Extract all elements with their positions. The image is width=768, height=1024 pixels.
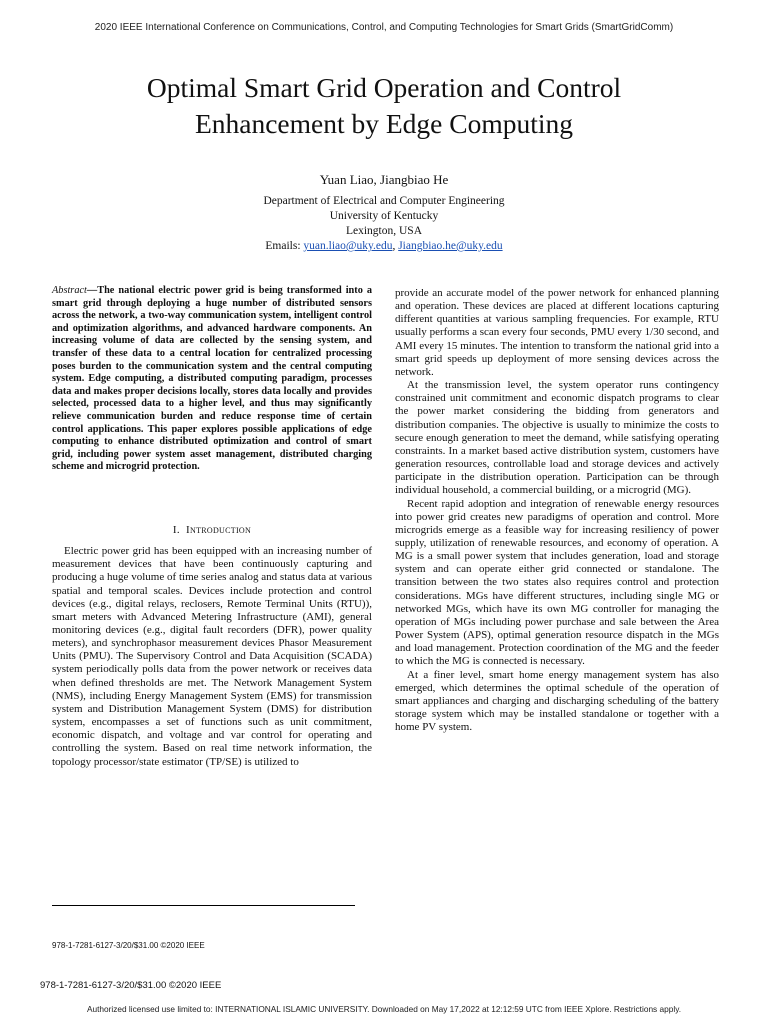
footnote-divider [52,905,355,906]
intro-paragraph-renewables: Recent rapid adoption and integration of renewable energy resources into power grid creates new paradigms of operation and control. More microgrids emerge as a feasible way for increasing resiliency of power supply, utilization of renewable resources, and economy of operation. A MG is a small power system that includes generation, load and storage system and can operate either grid connected or standalone. The transition between the two states also requires control and protection considerations. MGs have different structures, including single MG or networked MGs, which have its own MG controller for managing the operation of MGs including power purchase and sale between the Area Power System (APS), optimal generation resource dispatch in the MGs and load management. Protection coordination of the MG and the feeder to which the MG is connected is necessary. [395,497,719,668]
university: University of Kentucky [329,210,439,222]
left-column [52,285,372,769]
emails-line [0,239,768,254]
affiliation-block [0,194,768,254]
title-line-2: Enhancement by Edge Computing [194,108,574,139]
section-title: Introduction [186,523,252,536]
license-notice: Authorized licensed use limited to: INTERNATIONAL ISLAMIC UNIVERSITY. Downloaded on May 17,2022 at 12:12:59 UTC from IEEE Xplore. Restrictions apply. [86,1004,682,1014]
conference-header: 2020 IEEE International Conference on Communications, Control, and Computing Technologies for Smart Grids (SmartGridComm) [94,22,674,33]
abstract-label: Abstract [52,285,87,296]
email-link-he[interactable]: Jiangbiao.he@uky.edu [398,240,503,252]
section-heading-introduction [52,524,372,537]
intro-paragraph-smart-home: At a finer level, smart home energy management system has also emerged, which determines the optimal schedule of the operation of smart appliances and charging and discharging scheduling of the battery storage system which may be installed standalone or together with a home PV system. [395,668,719,734]
email-link-liao[interactable]: yuan.liao@uky.edu [303,240,393,252]
emails-label: Emails: [265,240,301,252]
paper-title [0,70,768,142]
abstract [52,285,372,474]
section-number: I. [172,523,180,536]
email-separator: , [392,240,396,252]
department: Department of Electrical and Computer Engineering [263,195,505,207]
abstract-text: —The national electric power grid is being transformed into a smart grid through deploying a huge number of distributed sensors across the network, a two-way communication system, intelligent control and optimization algorithms, and advanced hardware components. An increasing volume of data are collected by the sensing system, and transfer of these data to a central location for centralized processing poses burden to the communication system and the central computing system. Edge computing, a distributed computing paradigm, processes data and makes proper decisions locally, stores data locally and provides selected, processed data to a higher level, and thus may significantly relieve communication burden and reduce response time of certain control applications. This paper explores possible applications of edge computing to enhance distributed optimization and control of smart grid, including power system asset management, distributed charging scheme and microgrid protection. [52,285,372,473]
intro-paragraph-1-continued: provide an accurate model of the power network for enhanced planning and operation. These devices are placed at different locations capturing different quantities at various sampling frequencies. For example, RTU usually performs a scan every four seconds, PMU every 1/30 second, and AMI every 15 minutes. The intention to transform the national grid into a smart grid speeds up deployment of more sensing devices across the network. [395,287,719,378]
page-footer-copyright: 978-1-7281-6127-3/20/$31.00 ©2020 IEEE [40,980,222,991]
footnote-copyright: 978-1-7281-6127-3/20/$31.00 ©2020 IEEE [52,941,205,950]
right-column [395,287,719,734]
author-list: Yuan Liao, Jiangbiao He [319,172,449,187]
intro-paragraph-1: Electric power grid has been equipped with an increasing number of measurement devices that have been continuously capturing and producing a huge volume of time series analog and status data at various spatial and temporal scales. Devices include protection and control devices (e.g., digital relays, reclosers, Remote Terminal Units (RTU)), smart meters with Advanced Metering Infrastructure (AMI), general monitoring devices (e.g., digital fault recorders (DFR), power quality meters), and synchrophasor measurement devices Phasor Measurement Units (PMU). The Supervisory Control and Data Acquisition (SCADA) system periodically polls data from the power network or receives data when defined thresholds are met. The Network Management System (NMS), including Energy Management System (EMS) for transmission system and Distribution Management System (DMS) for distribution system, encompasses a set of functions such as unit commitment, economic dispatch, and voltage and var control for operating and controlling the system. Based on real time network information, the topology processor/state estimator (TP/SE) is utilized to [52,545,372,768]
location: Lexington, USA [345,225,423,237]
intro-paragraph-transmission: At the transmission level, the system operator runs contingency constrained unit commitment and economic dispatch programs to clear the power market considering the bidding from generators and distribution companies. The objective is usually to minimize the costs to secure enough generation to meet the demand, while satisfying operating constraints. In a market based active distribution system, customers have generation resources, controllable load and storage devices and actively participate in the distribution operation. Participation can be through individual household, a commercial building, or a microgrid (MG). [395,379,719,497]
title-line-1: Optimal Smart Grid Operation and Control [146,72,622,103]
